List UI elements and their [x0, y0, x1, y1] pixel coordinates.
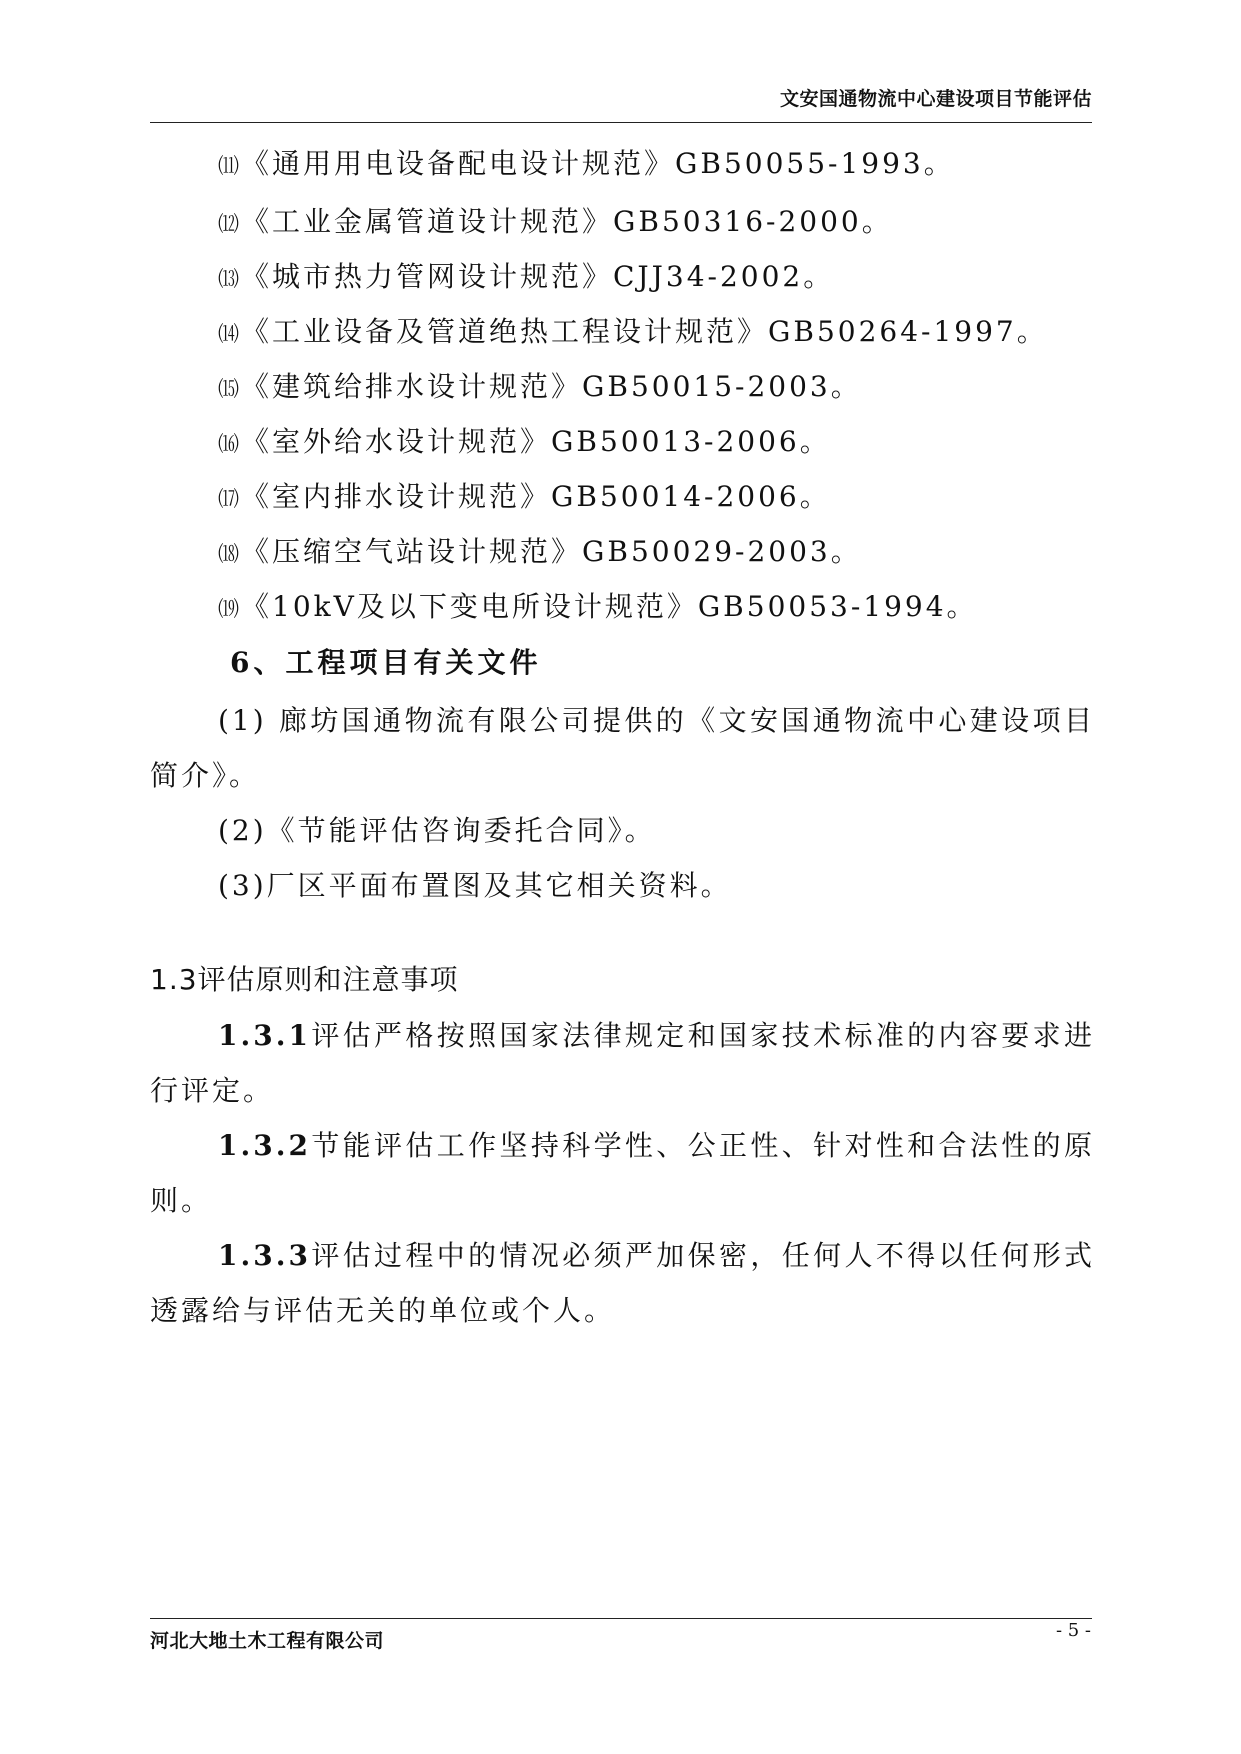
reference-number: ⒆: [218, 597, 239, 621]
reference-text: 《建筑给排水设计规范》GB50015-2003。: [241, 370, 862, 403]
reference-number: ⒄: [218, 487, 239, 511]
page-number: - 5 -: [1055, 1620, 1091, 1641]
principle-line: 透露给与评估无关的单位或个人。: [150, 1294, 616, 1327]
section-heading: 6、工程项目有关文件: [230, 646, 542, 679]
reference-text: 《10kV及以下变电所设计规范》GB50053-1994。: [241, 590, 978, 623]
reference-number: ⑿: [218, 212, 239, 236]
principle-line: [218, 1016, 1095, 1056]
principle-line: [218, 1236, 1095, 1276]
reference-text: 《压缩空气站设计规范》GB50029-2003。: [241, 535, 862, 568]
reference-text: 《工业金属管道设计规范》GB50316-2000。: [241, 205, 893, 238]
reference-text: 《室内排水设计规范》GB50014-2006。: [241, 480, 831, 513]
reference-number: ⑾: [218, 154, 239, 178]
document-item-line: (1) 廊坊国通物流有限公司提供的《文安国通物流中心建设项目: [218, 704, 1095, 737]
principle-number: 1.3.2: [218, 1129, 311, 1162]
reference-item: [218, 477, 1163, 519]
reference-number: ⒁: [218, 322, 239, 346]
reference-item: [218, 144, 1163, 186]
document-item-line: (2)《节能评估咨询委托合同》。: [218, 814, 656, 847]
reference-number: ⒃: [218, 432, 239, 456]
reference-item: [218, 312, 1163, 354]
header-divider: [150, 122, 1092, 123]
document-item-line: (3)厂区平面布置图及其它相关资料。: [218, 869, 732, 902]
footer-company: 河北大地土木工程有限公司: [150, 1630, 385, 1652]
reference-text: 《城市热力管网设计规范》CJJ34-2002。: [241, 260, 835, 293]
reference-text: 《通用用电设备配电设计规范》GB50055-1993。: [241, 147, 955, 180]
principle-text: 节能评估工作坚持科学性、公正性、针对性和合法性的原: [310, 1129, 1095, 1162]
principle-number: 1.3.3: [218, 1239, 311, 1272]
principle-line: 行评定。: [150, 1074, 275, 1107]
principle-text: 评估过程中的情况必须严加保密，任何人不得以任何形式: [310, 1239, 1095, 1272]
footer-divider: [150, 1618, 1092, 1619]
principle-number: 1.3.1: [218, 1019, 311, 1052]
page-header-title: 文安国通物流中心建设项目节能评估: [779, 88, 1092, 110]
document-item-line: 简介》。: [150, 759, 261, 792]
principle-line: 则。: [150, 1184, 213, 1217]
reference-text: 《工业设备及管道绝热工程设计规范》GB50264-1997。: [241, 315, 1048, 348]
reference-number: ⒀: [218, 267, 239, 291]
principle-line: [218, 1126, 1095, 1166]
reference-text: 《室外给水设计规范》GB50013-2006。: [241, 425, 831, 458]
section-heading: 1.3评估原则和注意事项: [150, 963, 459, 996]
reference-item: [218, 202, 1163, 244]
principle-text: 评估严格按照国家法律规定和国家技术标准的内容要求进: [310, 1019, 1095, 1052]
reference-item: [218, 532, 1163, 574]
reference-item: [218, 367, 1163, 409]
reference-number: ⒂: [218, 377, 239, 401]
reference-item: [218, 422, 1163, 464]
reference-item: [218, 257, 1163, 299]
reference-number: ⒅: [218, 542, 239, 566]
reference-item: [218, 587, 1163, 629]
